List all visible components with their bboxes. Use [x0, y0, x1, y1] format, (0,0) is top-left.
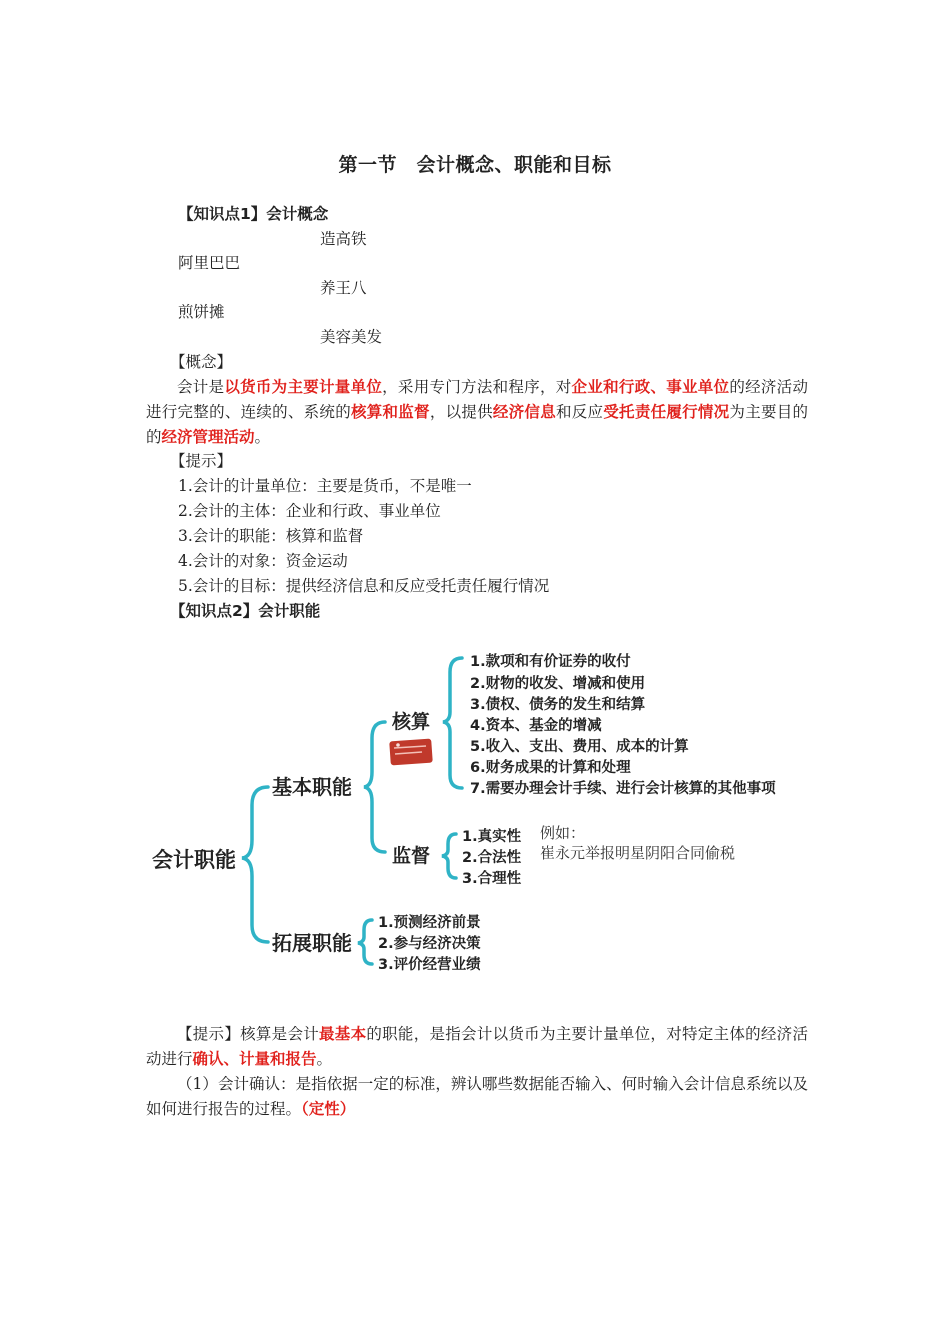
example-item: 阿里巴巴	[178, 254, 241, 272]
hesuan-item: 3.债权、债务的发生和结算	[470, 697, 646, 713]
hesuan-item: 6.财务成果的计算和处理	[470, 760, 631, 776]
mm-jiandu: 监督	[392, 845, 431, 867]
jiandu-item: 2.合法性	[462, 850, 522, 866]
concept-label: 【概念】	[170, 353, 233, 371]
hesuan-item: 4.资本、基金的增减	[470, 718, 602, 734]
mm-root: 会计职能	[152, 848, 236, 872]
extend-item: 1.预测经济前景	[378, 915, 481, 931]
basic-brace	[364, 722, 385, 852]
tag-icon	[389, 739, 433, 766]
tips-label: 【提示】	[170, 452, 233, 470]
hesuan-item: 2.财物的收发、增减和使用	[470, 676, 646, 692]
extend-item: 2.参与经济决策	[378, 936, 481, 952]
tip-item: 1.会计的计量单位：主要是货币，不是唯一	[178, 477, 472, 495]
jiandu-item: 3.合理性	[462, 871, 522, 887]
extend-item: 3.评价经营业绩	[378, 957, 481, 973]
jiandu-item: 1.真实性	[462, 829, 522, 845]
hesuan-item: 7.需要办理会计手续、进行会计核算的其他事项	[470, 781, 776, 797]
mm-extend: 拓展职能	[272, 931, 352, 955]
page-title: 第一节 会计概念、职能和目标	[338, 154, 612, 176]
tip-item: 3.会计的职能：核算和监督	[178, 527, 364, 545]
extend-brace	[358, 920, 372, 964]
concept-paragraph: 会计是以货币为主要计量单位，采用专门方法和程序，对企业和行政、事业单位的经济活动进行完整的、连续的、系统的核算和监督，以提供经济信息和反应受托责任履行情况为主要目的的经济管理活动。	[146, 378, 808, 446]
hesuan-item: 1.款项和有价证券的收付	[470, 654, 631, 670]
root-brace	[242, 787, 268, 942]
tip-item: 5.会计的目标：提供经济信息和反应受托责任履行情况	[178, 577, 550, 595]
tip-item: 2.会计的主体：企业和行政、事业单位	[178, 502, 441, 520]
kp1-heading: 【知识点1】会计概念	[178, 205, 329, 223]
example-item: 养王八	[320, 279, 367, 297]
mm-hesuan: 核算	[392, 711, 431, 733]
mm-note-example: 例如：	[540, 824, 586, 842]
example-item: 美容美发	[320, 328, 383, 346]
tip-item: 4.会计的对象：资金运动	[178, 552, 348, 570]
example-item: 造高铁	[320, 230, 367, 248]
confirm-paragraph: （1）会计确认：是指依据一定的标准，辨认哪些数据能否输入、何时输入会计信息系统以及如何进行报告的过程。（定性）	[146, 1075, 808, 1118]
mm-basic: 基本职能	[272, 775, 352, 799]
jiandu-brace	[442, 834, 456, 878]
kp2-heading: 【知识点2】会计职能	[170, 602, 321, 620]
hesuan-item: 5.收入、支出、费用、成本的计算	[470, 739, 689, 755]
mm-note-text: 崔永元举报明星阴阳合同偷税	[540, 844, 736, 862]
example-item: 煎饼摊	[178, 303, 225, 321]
tip2-paragraph: 【提示】核算是会计最基本的职能，是指会计以货币为主要计量单位，对特定主体的经济活动进行确认、计量和报告。	[146, 1025, 808, 1068]
hesuan-brace	[443, 658, 462, 788]
